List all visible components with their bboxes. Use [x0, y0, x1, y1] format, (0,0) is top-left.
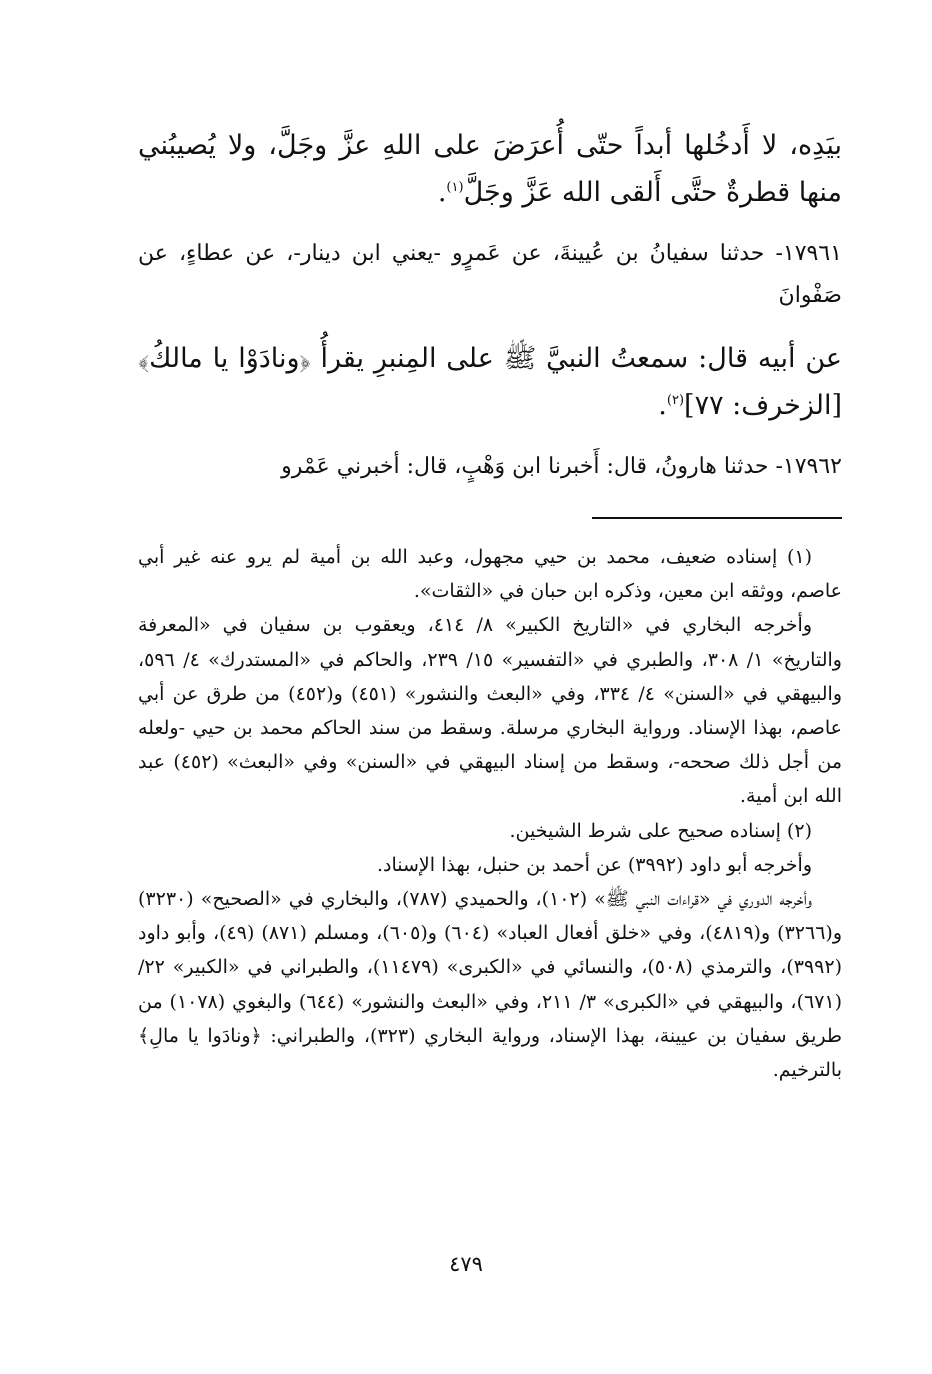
- main-text: [138, 122, 842, 506]
- main-paragraph-1: [138, 122, 842, 216]
- footnote-1-continuation: وأخرجه البخاري في «التاريخ الكبير» ٨/ ٤١٤، ويعقوب بن سفيان في «المعرفة والتاريخ» ١/ ٣٠٨، والطبري في «التفسير» ١٥/ ٢٣٩، والحاكم في «المستدرك» ٤/ ٥٩٦، والبيهقي في «السنن» ٤/ ٣٣٤، وفي «البعث والنشور» (٤٥١) و(٤٥٢) من طرق عن أبي عاصم، بهذا الإسناد. ورواية البخاري مرسلة. وسقط من سند الحاكم محمد بن حيي -ولعله من أجل ذلك صححه-، وسقط من إسناد البيهقي في «السنن» وفي «البعث» (٤٥٢) عبد الله ابن أمية.: [138, 614, 843, 808]
- main-paragraph-3: [138, 335, 842, 429]
- paragraph-text: ١٧٩٦١- حدثنا سفيانُ بن عُيينةَ، عن عَمرٍو -يعني ابن دينار-، عن عطاءٍ، عن صَفْوانَ: [138, 241, 842, 308]
- paragraph-end: .: [658, 390, 667, 421]
- paragraph-text: عن أبيه قال: سمعتُ النبيَّ ﷺ على المِنبرِ يقرأُ ﴿ونادَوْا يا مالكُ﴾ [الزخرف: ٧٧]: [138, 343, 842, 421]
- paragraph-text: ١٧٩٦٢- حدثنا هارونُ، قال: أَخبرنا ابن وَهْبٍ، قال: أخبرني عَمْرو: [281, 454, 842, 479]
- footnote-1: (١) إسناده ضعيف، محمد بن حيي مجهول، وعبد الله بن أمية لم يرو عنه غير أبي عاصم، ووثقه ابن معين، وذكره ابن حبان في «الثقات».: [138, 546, 842, 603]
- hadith-17961-header: [138, 233, 842, 317]
- footnote-2-continuation: وأخرجه الدوري في «قراءات النبي ﷺ» (١٠٢)، والحميدي (٧٨٧)، والبخاري في «الصحيح» (٣٢٣٠) و(٣٢٦٦) و(٤٨١٩)، وفي «خلق أفعال العباد» (٦٠٤) و(٦٠٥)، ومسلم (٨٧١) (٤٩)، وأبو داود (٣٩٩٢)، والترمذي (٥٠٨)، والنسائي في «الكبرى» (١١٤٧٩)، والطبراني في «الكبير» ٢٢/ (٦٧١)، والبيهقي في «الكبرى» ٣/ ٢١١، وفي «البعث والنشور» (٦٤٤) والبغوي (١٠٧٨) من طريق سفيان بن عيينة، بهذا الإسناد، ورواية البخاري (٣٢٣)، والطبراني: ﴿ونادَوا يا مالِ﴾ بالترخيم.: [138, 888, 843, 1082]
- page-number: ٤٧٩: [449, 1252, 483, 1276]
- paragraph-text: بيَدِه، لا أَدخُلها أبداً حتّى أُعرَضَ على اللهِ عزَّ وجَلَّ، ولا يُصيبُني منها قطرةٌ حتَّى أَلقى الله عَزَّ وجَلَّ: [138, 130, 842, 208]
- footnote-separator: [592, 517, 842, 519]
- footnote-reference: (١): [446, 180, 464, 195]
- paragraph-end: .: [437, 177, 447, 208]
- footnote-reference: (٢): [666, 393, 685, 408]
- footnote-2-abu-dawud: وأخرجه أبو داود (٣٩٩٢) عن أحمد بن حنبل، بهذا الإسناد.: [376, 853, 812, 876]
- footnote-2: (٢) إسناده صحيح على شرط الشيخين.: [509, 819, 812, 842]
- footnotes: [138, 540, 842, 1087]
- hadith-17962-header: [138, 446, 842, 488]
